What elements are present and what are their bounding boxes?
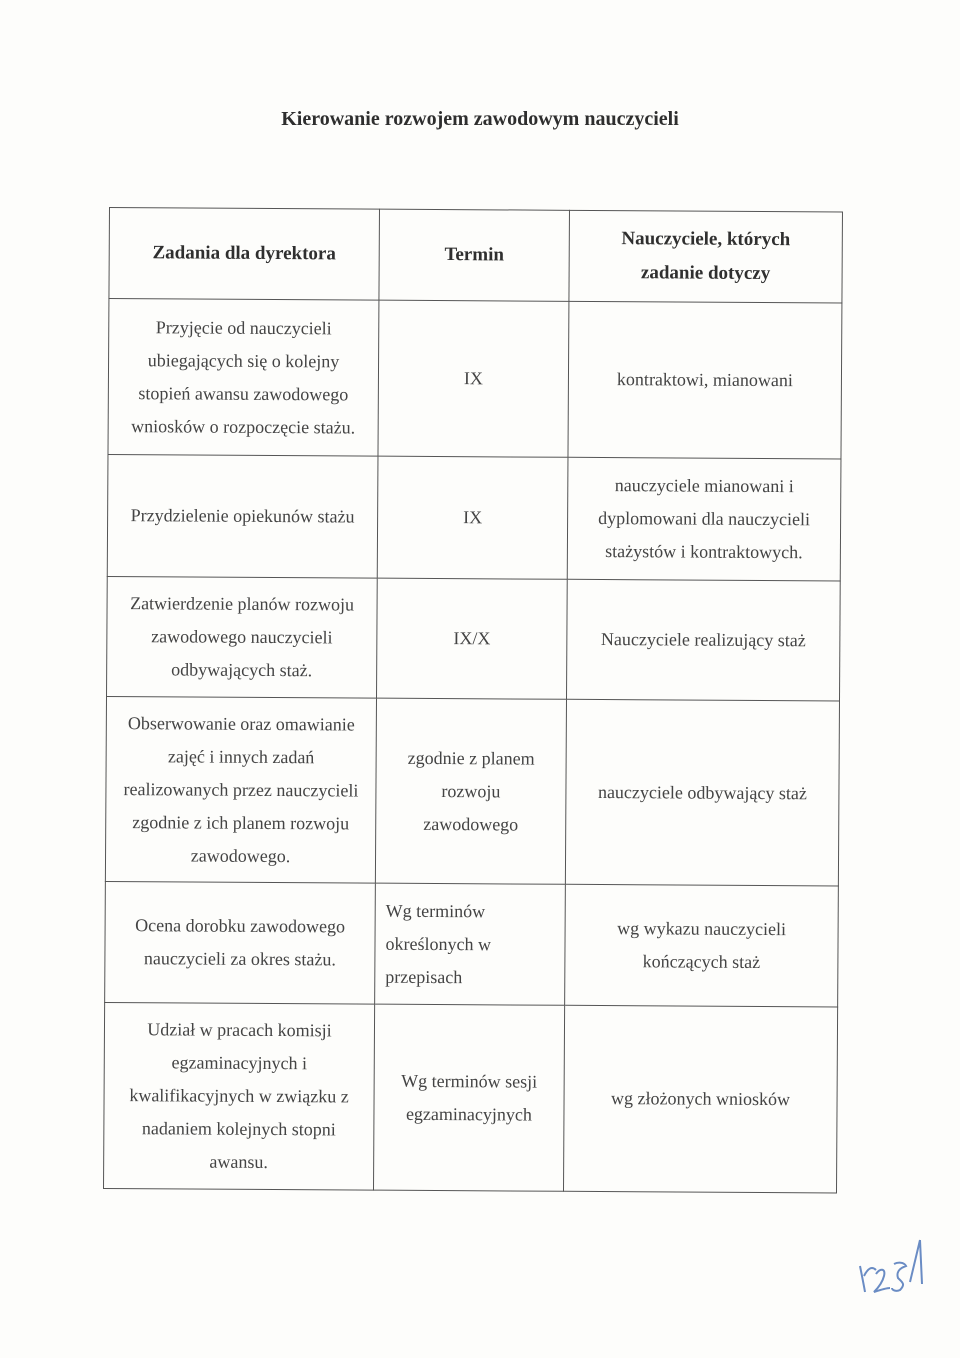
table-row [105,696,839,885]
term-cell: IX [377,456,568,579]
term-cell: IX [378,300,569,457]
table-header-row [109,208,843,303]
term-cell: IX/X [377,578,568,699]
task-cell: Udział w pracach komisji egzaminacyjnych i kwalifikacyjnych w związku z nadaniem kolejnych stopni awansu. [104,1002,375,1190]
table-row [104,1002,838,1192]
teachers-cell: kontraktowi, mianowani [568,301,842,459]
table-row [107,454,841,580]
handwritten-signature [852,1232,932,1302]
term-cell: Wg terminów sesji egzaminacyjnych [373,1004,564,1191]
table-row [105,881,839,1006]
table-row [107,576,841,700]
term-cell: zgodnie z planem rozwoju zawodowego [375,698,566,884]
task-cell: Obserwowanie oraz omawianie zajęć i innych zadań realizowanych przez nauczycieli zgodnie z ich planem rozwoju zawodowego. [105,696,376,883]
header-tasks: Zadania dla dyrektora [109,208,380,301]
header-term: Termin [379,209,570,301]
teachers-cell: wg wykazu nauczycieli kończących staż [565,884,839,1007]
task-cell: Przyjęcie od nauczycieli ubiegających się o kolejny stopień awansu zawodowego wniosków o rozpoczęcie stażu. [108,299,379,457]
task-cell: Przydzielenie opiekunów stażu [107,454,378,578]
teachers-cell: nauczyciele odbywający staż [565,699,839,886]
teachers-cell: Nauczyciele realizujący staż [567,579,841,701]
table-row [108,299,842,459]
term-cell: Wg terminów określonych w przepisach [375,883,566,1005]
tasks-table [103,207,843,1193]
header-teachers: Nauczyciele, których zadanie dotyczy [569,210,843,303]
teachers-cell: wg złożonych wniosków [563,1005,837,1193]
task-cell: Zatwierdzenie planów rozwoju zawodowego nauczycieli odbywających staż. [107,576,378,698]
page-title: Kierowanie rozwojem zawodowym nauczycieli [281,108,679,130]
task-cell: Ocena dorobku zawodowego nauczycieli za okres stażu. [105,881,376,1004]
teachers-cell: nauczyciele mianowani i dyplomowani dla nauczycieli stażystów i kontraktowych. [567,457,841,581]
